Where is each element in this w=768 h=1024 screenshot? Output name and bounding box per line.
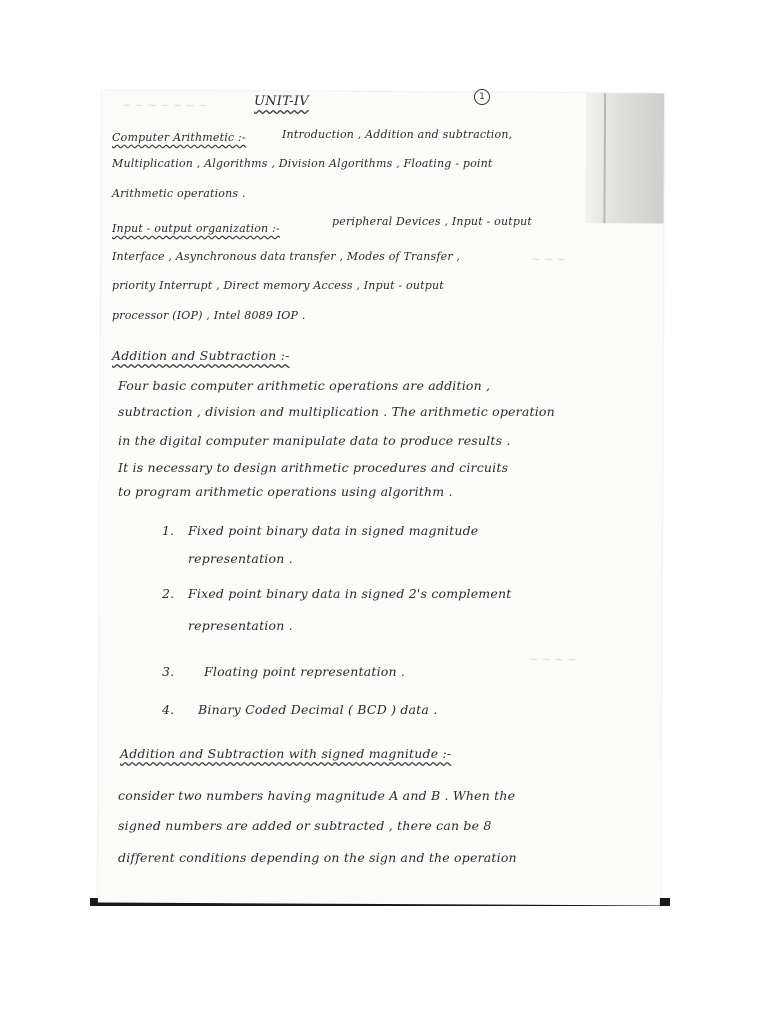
page-edge-fold xyxy=(585,93,664,223)
syllabus-line: Multiplication , Algorithms , Division Algorithms , Floating - point xyxy=(112,157,493,170)
syllabus-line: Introduction , Addition and subtraction, xyxy=(282,128,513,141)
bleed-through-mark: ~ ~ ~ ~ ~ ~ ~ xyxy=(122,98,208,113)
paragraph-line: in the digital computer manipulate data to produce results . xyxy=(118,433,511,448)
signed-magnitude-heading: Addition and Subtraction with signed magnitude :- xyxy=(120,746,452,761)
addition-subtraction-heading: Addition and Subtraction :- xyxy=(112,348,290,363)
list-item: Fixed point binary data in signed magnitude xyxy=(188,523,479,538)
list-item-number: 1. xyxy=(162,523,175,538)
paragraph-line: signed numbers are added or subtracted , there can be 8 xyxy=(118,818,492,833)
page-edge-line xyxy=(603,93,606,223)
paragraph-line: different conditions depending on the sign and the operation xyxy=(118,850,517,865)
paragraph-line: subtraction , division and multiplication . The arithmetic operation xyxy=(118,404,555,419)
unit-title: UNIT-IV xyxy=(254,94,309,109)
list-item: Floating point representation . xyxy=(204,664,406,679)
list-item: Fixed point binary data in signed 2's complement xyxy=(188,586,512,601)
paragraph-line: Four basic computer arithmetic operations are addition , xyxy=(118,378,491,393)
syllabus-line: priority Interrupt , Direct memory Access , Input - output xyxy=(112,279,444,292)
syllabus-line: Interface , Asynchronous data transfer , Modes of Transfer , xyxy=(112,250,461,263)
paragraph-line: consider two numbers having magnitude A and B . When the xyxy=(118,788,516,803)
list-item-number: 3. xyxy=(162,664,175,679)
bleed-through-mark: ~ ~ ~ ~ xyxy=(529,652,577,667)
list-item-continuation: representation . xyxy=(188,551,293,566)
page-number: 1 xyxy=(474,89,490,105)
list-item-number: 2. xyxy=(162,586,175,601)
computer-arithmetic-heading: Computer Arithmetic :- xyxy=(112,131,246,144)
paragraph-line: It is necessary to design arithmetic procedures and circuits xyxy=(118,460,509,475)
syllabus-line: peripheral Devices , Input - output xyxy=(332,215,533,228)
list-item-number: 4. xyxy=(162,702,175,717)
list-item: Binary Coded Decimal ( BCD ) data . xyxy=(198,702,438,717)
syllabus-line: processor (IOP) , Intel 8089 IOP . xyxy=(112,309,306,322)
paragraph-line: to program arithmetic operations using algorithm . xyxy=(118,484,453,499)
io-organization-heading: Input - output organization :- xyxy=(112,222,280,235)
syllabus-line: Arithmetic operations . xyxy=(112,187,246,200)
list-item-continuation: representation . xyxy=(188,618,293,633)
bleed-through-mark: ~ ~ ~ xyxy=(531,252,566,266)
